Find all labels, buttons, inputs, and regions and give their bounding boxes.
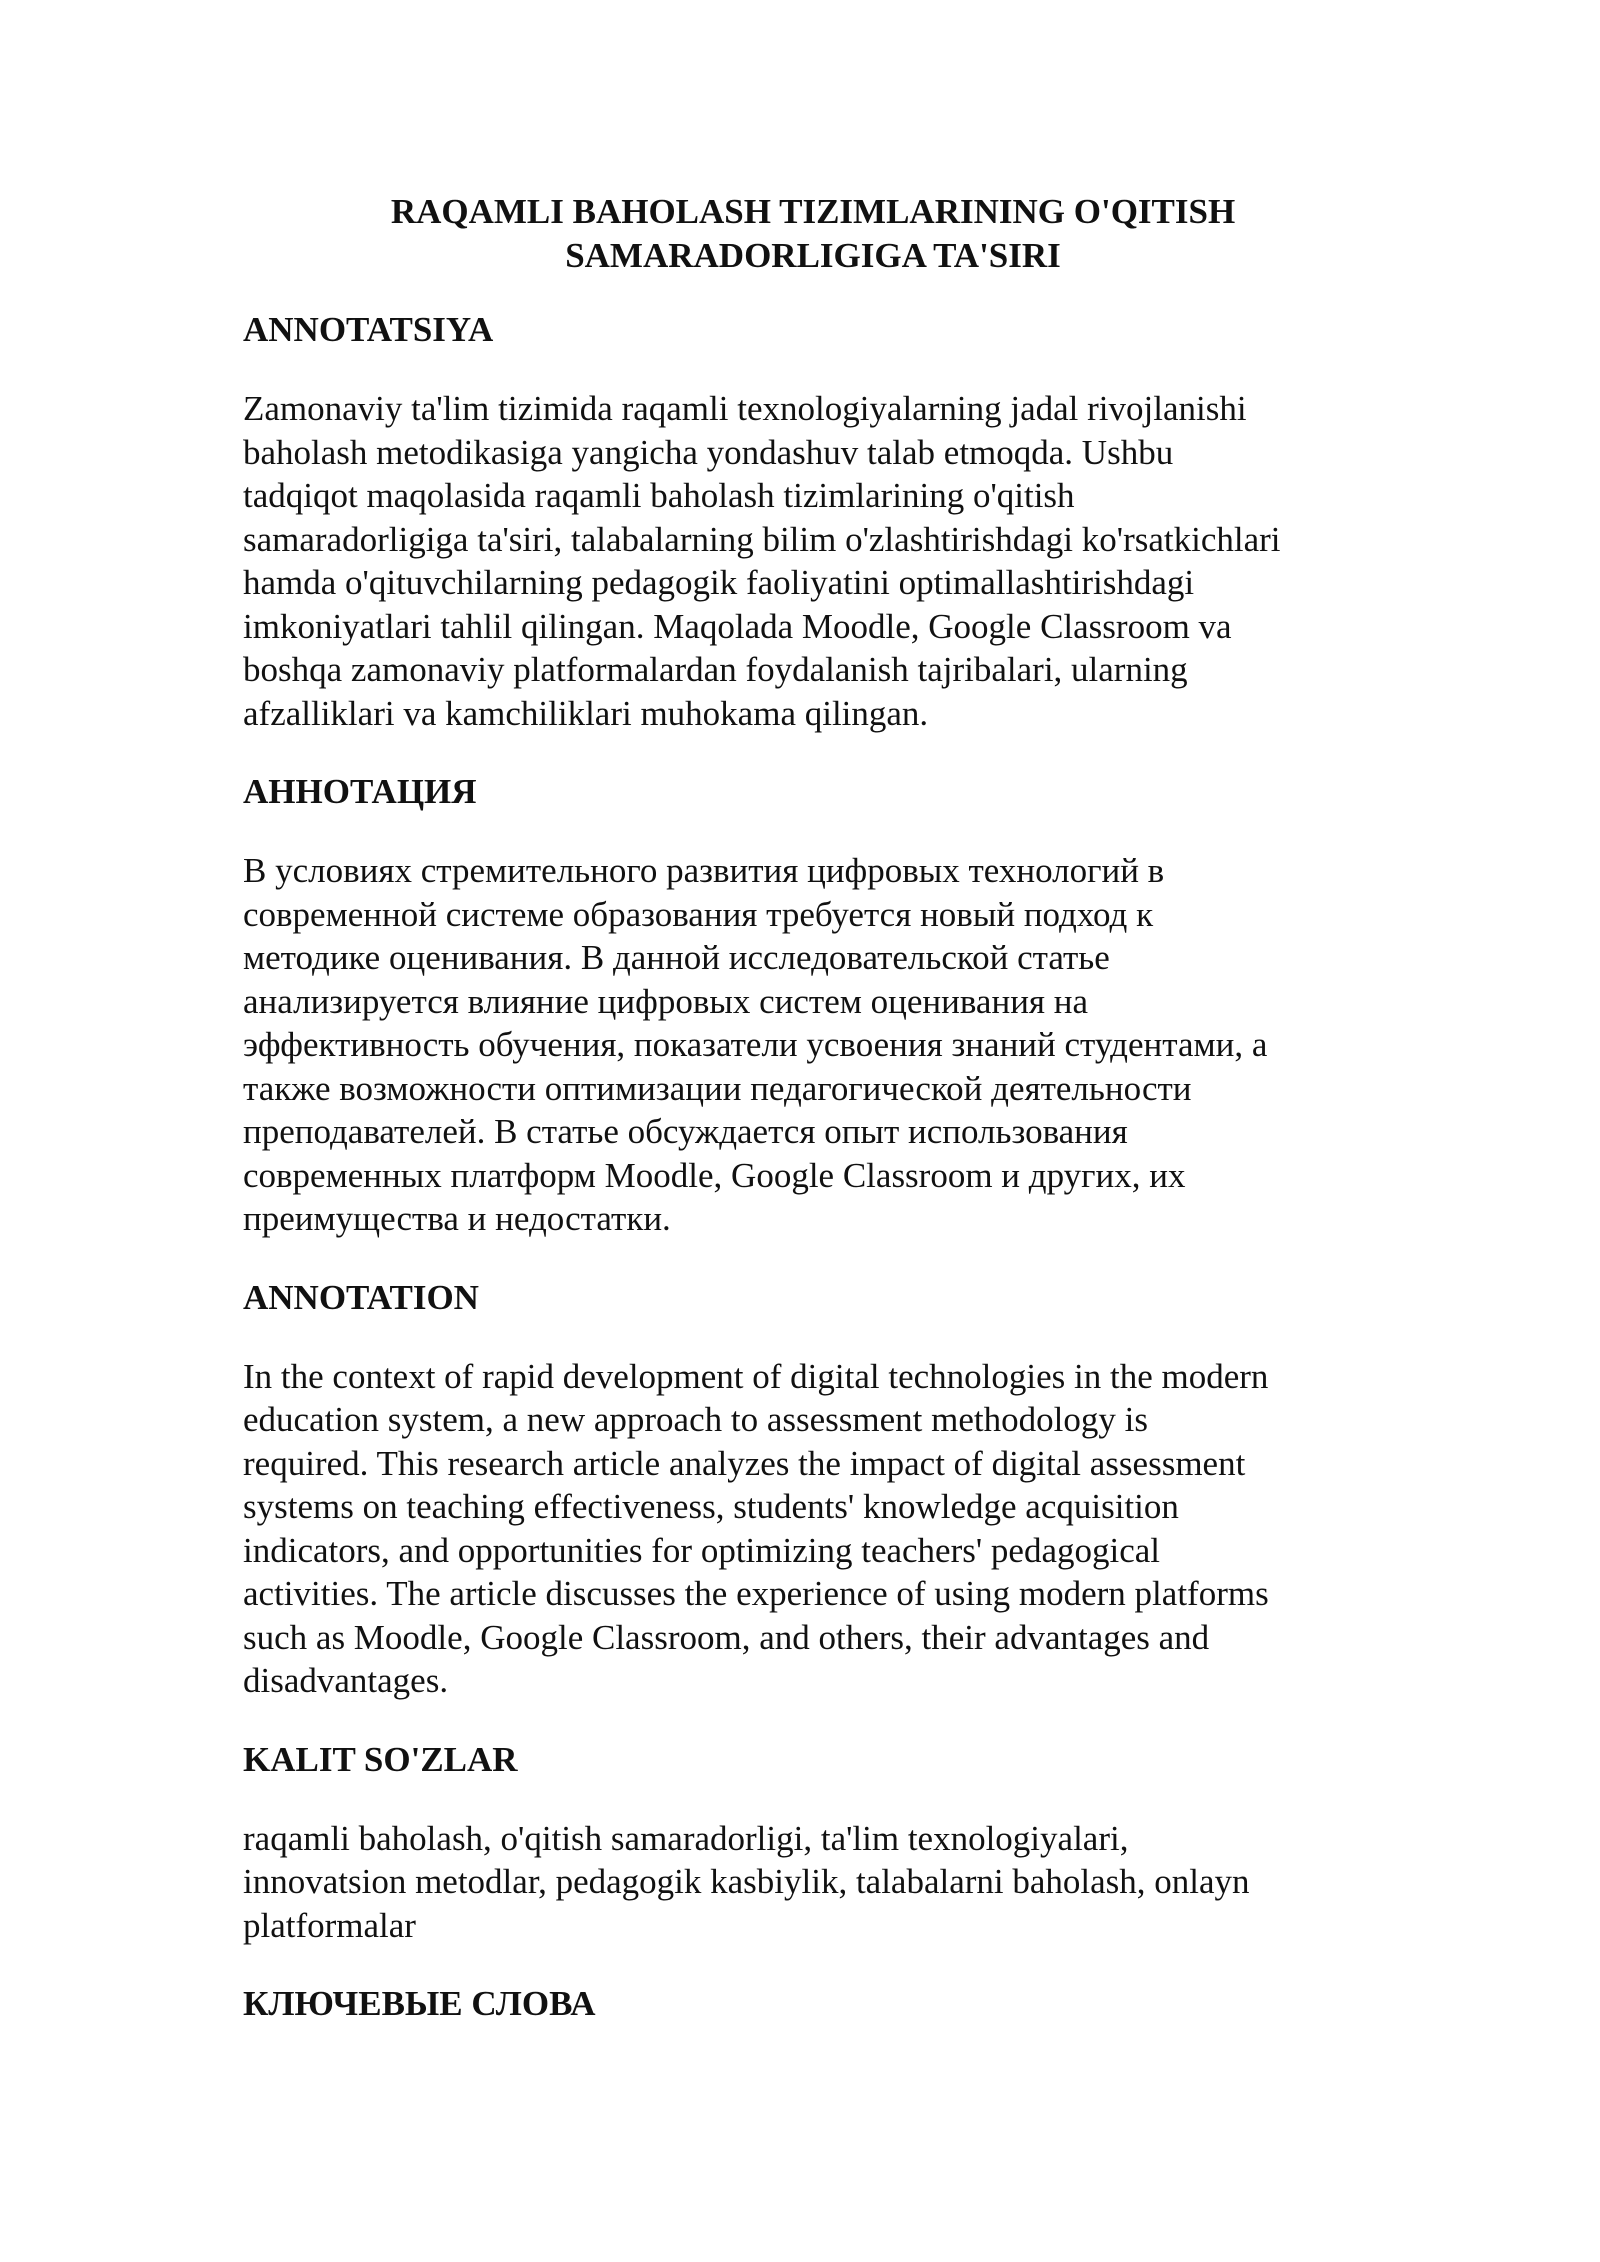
paragraph-line: современной системе образования требуется новый подход к bbox=[243, 894, 1154, 934]
section-heading: КЛЮЧЕВЫЕ СЛОВА bbox=[243, 1984, 596, 2023]
paragraph-line: В условиях стремительного развития цифровых технологий в bbox=[243, 851, 1165, 890]
paragraph-line: platformalar bbox=[243, 1905, 416, 1945]
document-title bbox=[243, 190, 1383, 278]
paragraph-line: required. This research article analyzes the impact of digital assessment bbox=[243, 1443, 1246, 1483]
document-page bbox=[243, 190, 1383, 2026]
paragraph-line: эффективность обучения, показатели усвоения знаний студентами, а bbox=[243, 1025, 1268, 1064]
paragraph-line: disadvantages. bbox=[243, 1661, 449, 1700]
document-body bbox=[243, 308, 1383, 2026]
paragraph-line: современных платформ Moodle, Google Classroom и других, их bbox=[243, 1155, 1186, 1195]
section-paragraph bbox=[243, 1355, 1383, 1703]
paragraph-line: innovatsion metodlar, pedagogik kasbiylik, talabalarni baholash, onlayn bbox=[243, 1862, 1250, 1901]
section-heading: ANNOTATION bbox=[243, 1277, 479, 1317]
paragraph-line: преподавателей. В статье обсуждается опыт использования bbox=[243, 1112, 1128, 1151]
paragraph-line: systems on teaching effectiveness, students' knowledge acquisition bbox=[243, 1487, 1179, 1526]
paragraph-line: activities. The article discusses the experience of using modern platforms bbox=[243, 1574, 1269, 1613]
paragraph-line: hamda o'qituvchilarning pedagogik faoliyatini optimallashtirishdagi bbox=[243, 563, 1195, 602]
paragraph-line: baholash metodikasiga yangicha yondashuv talab etmoqda. Ushbu bbox=[243, 432, 1174, 472]
paragraph-line: afzalliklari va kamchiliklari muhokama qilingan. bbox=[243, 693, 929, 733]
section-heading: KALIT SO'ZLAR bbox=[243, 1739, 518, 1779]
paragraph-line: Zamonaviy ta'lim tizimida raqamli texnologiyalarning jadal rivojlanishi bbox=[243, 389, 1247, 428]
paragraph-line: методике оценивания. В данной исследовательской статье bbox=[243, 938, 1110, 977]
paragraph-line: imkoniyatlari tahlil qilingan. Maqolada Moodle, Google Classroom va bbox=[243, 606, 1232, 646]
paragraph-line: education system, a new approach to assessment methodology is bbox=[243, 1400, 1148, 1439]
paragraph-line: анализируется влияние цифровых систем оценивания на bbox=[243, 981, 1089, 1021]
paragraph-line: In the context of rapid development of digital technologies in the modern bbox=[243, 1356, 1269, 1396]
paragraph-line: indicators, and opportunities for optimizing teachers' pedagogical bbox=[243, 1530, 1161, 1570]
section-paragraph bbox=[243, 849, 1383, 1241]
title-line-1: RAQAMLI BAHOLASH TIZIMLARINING O'QITISH bbox=[390, 192, 1236, 231]
paragraph-line: raqamli baholash, o'qitish samaradorligi, ta'lim texnologiyalari, bbox=[243, 1818, 1129, 1858]
paragraph-line: tadqiqot maqolasida raqamli baholash tizimlarining o'qitish bbox=[243, 476, 1075, 515]
section-paragraph bbox=[243, 1817, 1383, 1948]
paragraph-line: boshqa zamonaviy platformalardan foydalanish tajribalari, ularning bbox=[243, 650, 1188, 689]
section-heading: ANNOTATSIYA bbox=[243, 310, 494, 349]
paragraph-line: преимущества и недостатки. bbox=[243, 1199, 671, 1238]
title-line-2: SAMARADORLIGIGA TA'SIRI bbox=[565, 236, 1061, 275]
section-paragraph bbox=[243, 387, 1383, 735]
paragraph-line: such as Moodle, Google Classroom, and others, their advantages and bbox=[243, 1617, 1210, 1657]
paragraph-line: samaradorligiga ta'siri, talabalarning bilim o'zlashtirishdagi ko'rsatkichlari bbox=[243, 519, 1281, 559]
section-heading: АННОТАЦИЯ bbox=[243, 772, 477, 811]
paragraph-line: также возможности оптимизации педагогической деятельности bbox=[243, 1068, 1192, 1108]
